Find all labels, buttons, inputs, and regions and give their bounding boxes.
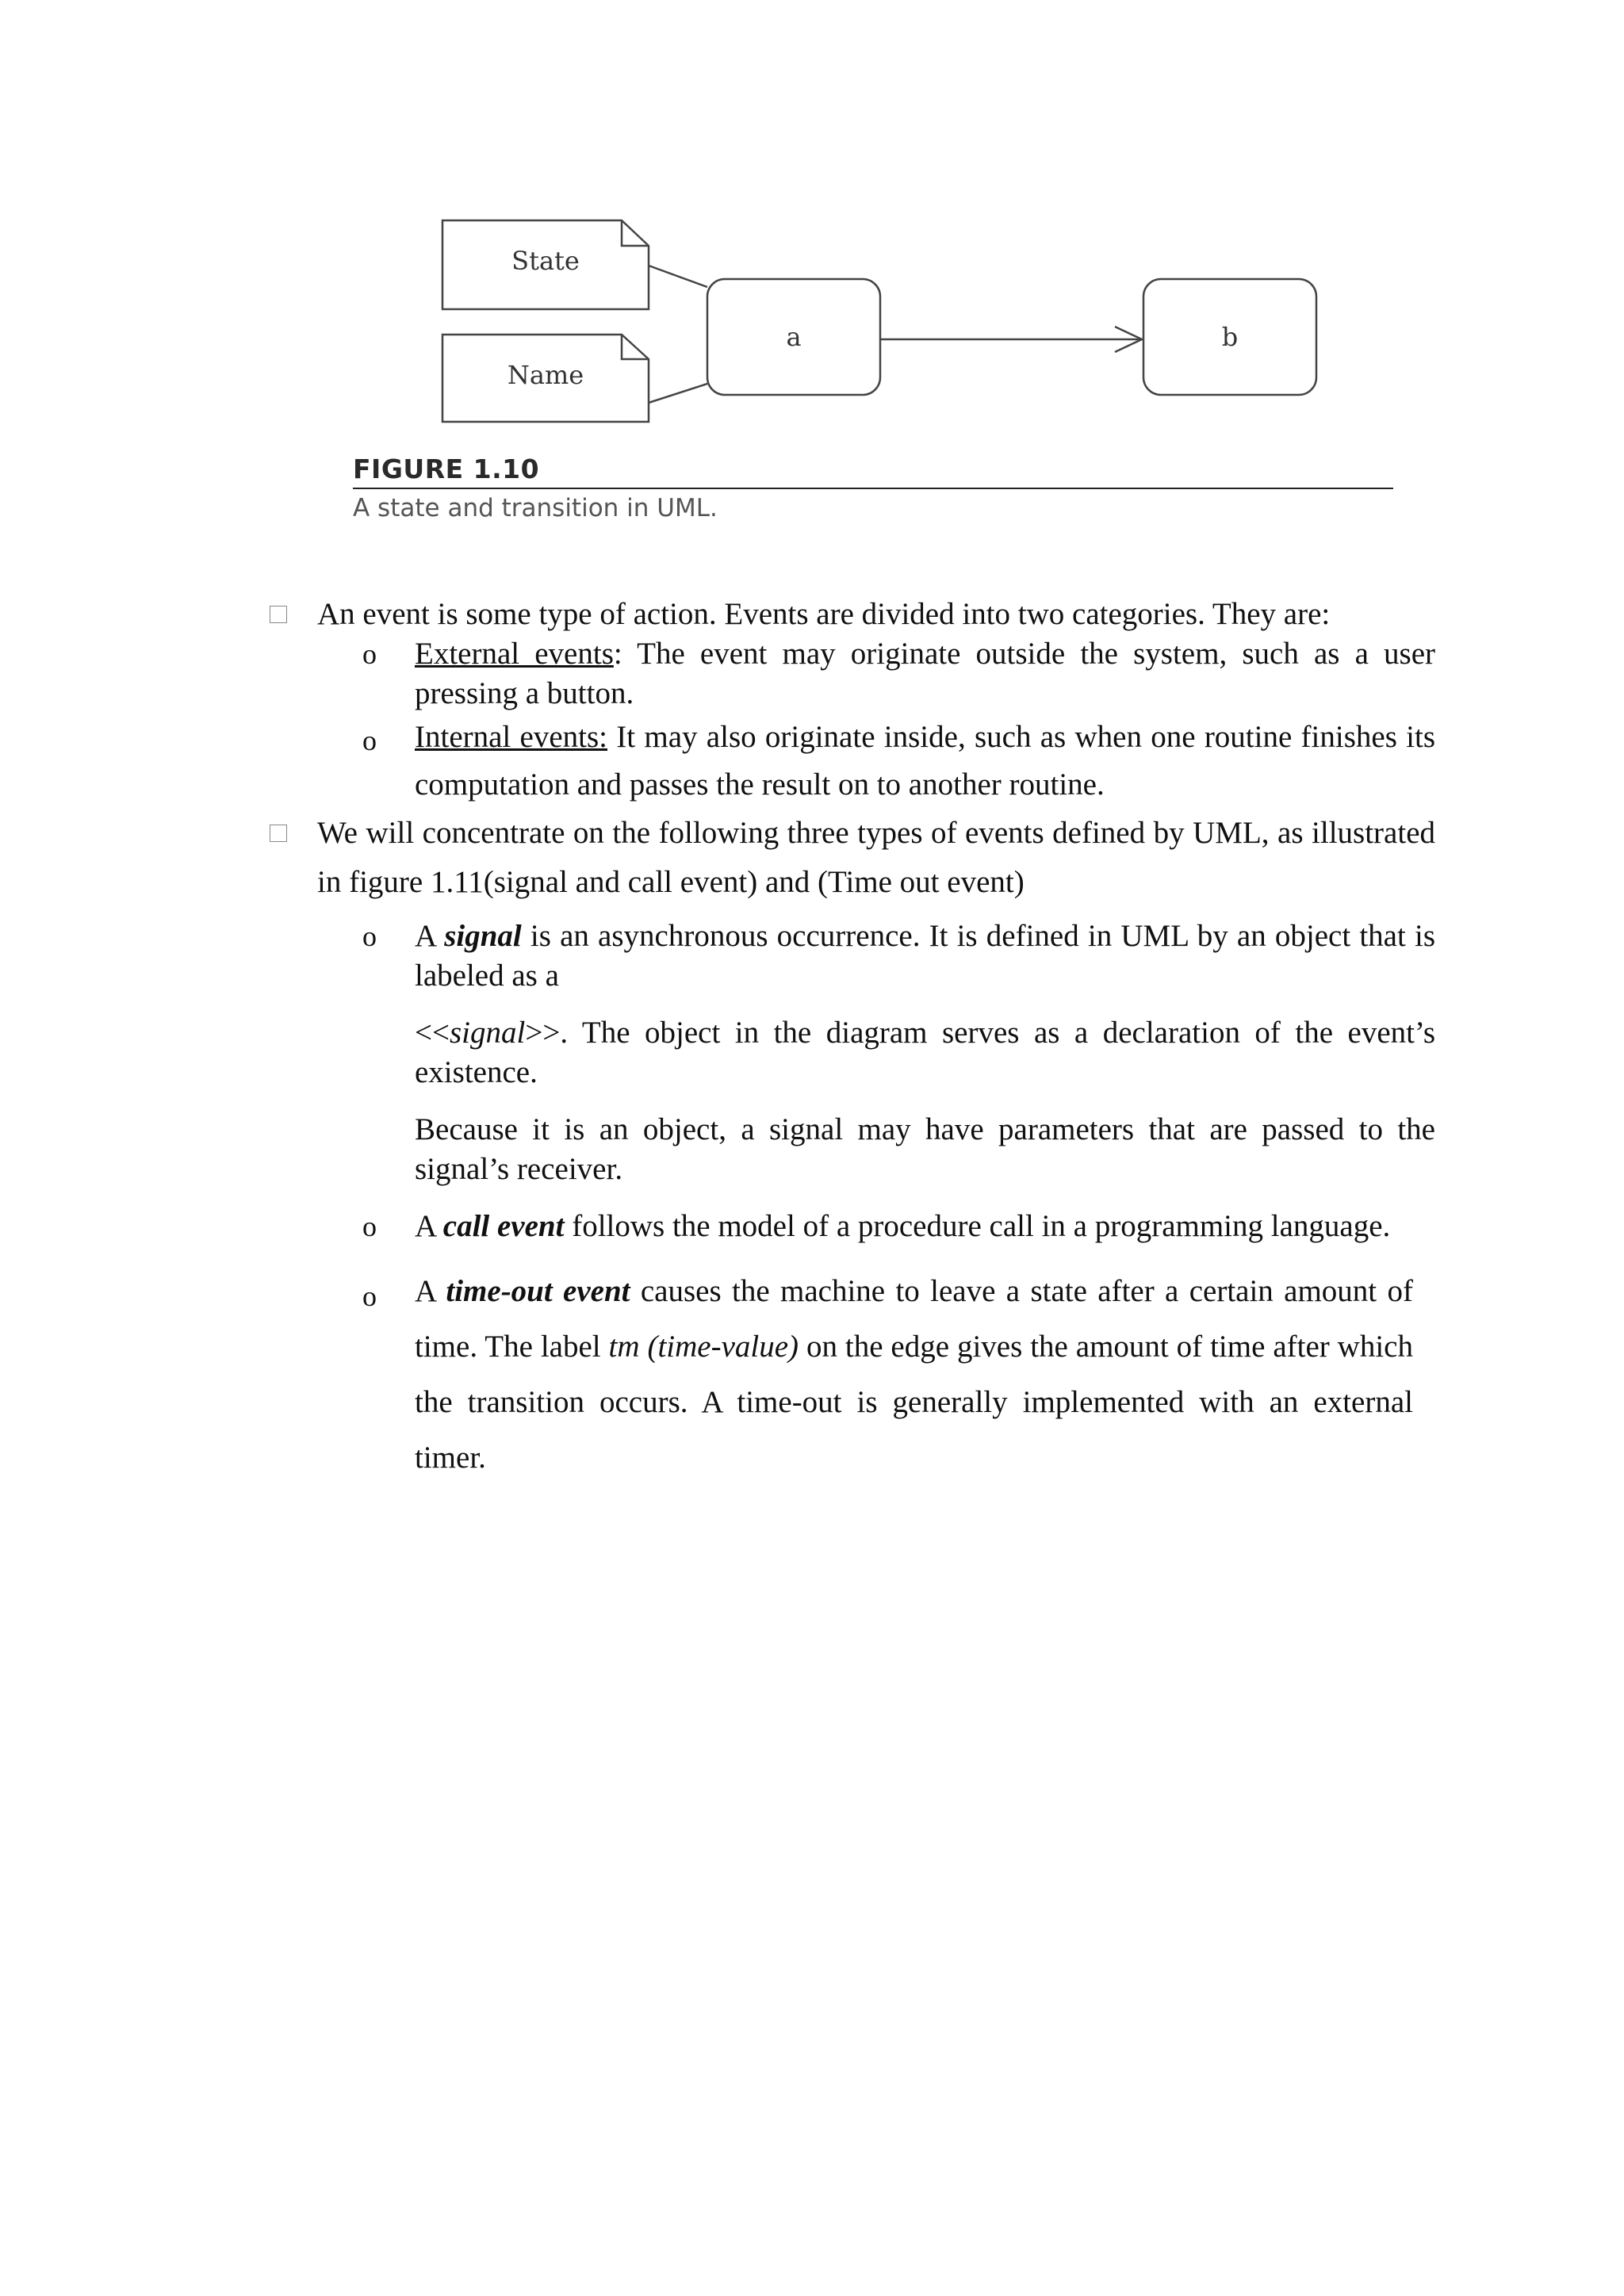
state-note — [442, 220, 649, 309]
timeout-label: tm (time-value) — [608, 1330, 799, 1364]
bullet-events — [262, 595, 1435, 634]
signal-parameters: Because it is an object, a signal may have parameters that are passed to the signal’s receiver. — [415, 1112, 1435, 1186]
square-bullet-icon — [270, 606, 287, 623]
signal-open-bracket: << — [415, 1016, 450, 1050]
call-prefix: A — [415, 1209, 443, 1243]
uml-state-diagram — [428, 206, 1380, 436]
body-text — [262, 595, 1435, 1486]
figure-caption — [353, 453, 1400, 526]
sub-item-call-event — [262, 1207, 1435, 1246]
external-events-text: : The event may originate outside the system, such as a user pressing a button. — [415, 637, 1435, 710]
name-note — [442, 335, 649, 422]
circle-marker: o — [362, 725, 377, 756]
state-a-label: a — [786, 322, 802, 352]
signal-prefix: A — [415, 919, 445, 953]
circle-marker: o — [362, 1211, 377, 1242]
sub-item-timeout — [262, 1264, 1435, 1486]
call-event-text: follows the model of a procedure call in a programming language. — [564, 1209, 1391, 1243]
internal-events-text: It may also originate inside, such as when one routine finishes its computation and passes the result on to another routine. — [415, 720, 1436, 802]
signal-text: is an asynchronous occurrence. It is defined in UML by an object that is labeled as a — [415, 919, 1435, 993]
signal-declaration-text: >>. The object in the diagram serves as a declaration of the event’s existence. — [415, 1016, 1435, 1089]
name-note-label: Name — [507, 360, 584, 390]
timeout-text-1: causes the machine to leave a state after a certain amount of time. The label — [415, 1274, 1413, 1364]
circle-marker: o — [362, 638, 377, 670]
circle-marker: o — [362, 1280, 377, 1312]
sub-item-external — [262, 634, 1435, 714]
signal-declaration — [415, 1013, 1435, 1093]
signal-term: signal — [444, 919, 522, 953]
circle-marker: o — [362, 920, 377, 952]
figure-label: FIGURE 1.10 — [353, 453, 540, 484]
name-note-connector — [649, 384, 707, 403]
internal-events-term: Internal events: — [415, 720, 608, 754]
bullet-uml-events-text: We will concentrate on the following three types of events defined by UML, as illustrated in figure 1.11(signal and call event) and (Time out event) — [317, 816, 1435, 899]
timeout-term: time-out event — [446, 1274, 630, 1308]
figure-description: A state and transition in UML. — [353, 494, 718, 522]
sub-item-internal — [262, 714, 1435, 809]
bullet-uml-events — [262, 809, 1435, 907]
state-note-label: State — [511, 246, 580, 276]
square-bullet-icon — [270, 825, 287, 842]
call-event-term: call event — [442, 1209, 565, 1243]
timeout-prefix: A — [415, 1274, 446, 1308]
state-note-connector — [649, 266, 707, 287]
caption-rule — [353, 488, 1393, 489]
timeout-text-2: on the edge gives the amount of time after which the transition occurs. A time-out is generally implemented with an external timer. — [415, 1330, 1413, 1475]
bullet-events-text: An event is some type of action. Events are divided into two categories. They are: — [317, 597, 1331, 631]
sub-item-signal — [262, 916, 1435, 1189]
external-events-term: External events — [415, 637, 614, 671]
signal-stereotype: signal — [450, 1016, 526, 1050]
state-b-label: b — [1221, 322, 1239, 352]
